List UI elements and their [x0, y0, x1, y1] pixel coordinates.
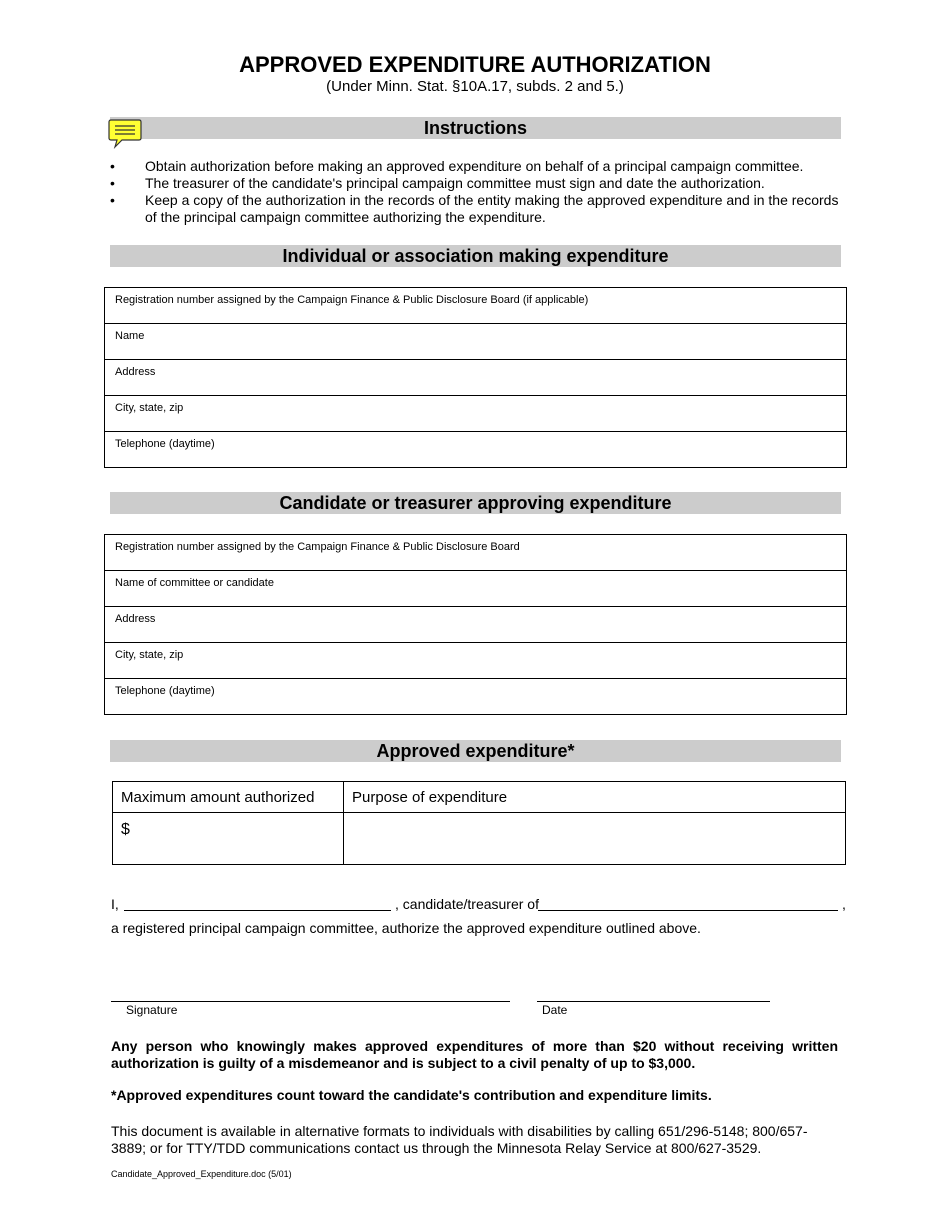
list-item: • The treasurer of the candidate's principal campaign committee must sign and date the authorization.	[110, 175, 765, 191]
candidate-city-field[interactable]: City, state, zip	[105, 643, 846, 679]
list-item: • Keep a copy of the authorization in the records of the entity making the approved expenditure and in the records of the principal campaign committee authorizing the expenditure.	[110, 192, 839, 225]
accessibility-notice: This document is available in alternative formats to individuals with disabilities by calling 651/296-5148; 800/657-3889; or for TTY/TDD communications contact us through the Minnesota Relay Service at 800/627-3529.	[111, 1123, 808, 1156]
signature-label: Signature	[126, 1003, 178, 1017]
date-line[interactable]	[537, 1001, 770, 1002]
candidate-address-field[interactable]: Address	[105, 607, 846, 643]
list-item: • Obtain authorization before making an approved expenditure on behalf of a principal campaign committee.	[110, 158, 804, 174]
candidate-telephone-field[interactable]: Telephone (daytime)	[115, 685, 215, 697]
individual-heading: Individual or association making expenditure	[110, 245, 841, 267]
attest-middle: , candidate/treasurer of	[395, 896, 539, 912]
document-filename: Candidate_Approved_Expenditure.doc (5/01)	[111, 1169, 292, 1179]
attest-statement: a registered principal campaign committee, authorize the approved expenditure outlined above.	[111, 920, 701, 936]
date-label: Date	[542, 1003, 568, 1017]
candidate-fields	[104, 534, 847, 715]
currency-symbol: $	[121, 821, 130, 838]
candidate-heading: Candidate or treasurer approving expenditure	[110, 492, 841, 514]
page-subtitle: (Under Minn. Stat. §10A.17, subds. 2 and 5.)	[326, 78, 624, 95]
individual-registration-field[interactable]: Registration number assigned by the Campaign Finance & Public Disclosure Board (if applicable)	[105, 288, 846, 324]
attest-prefix: I,	[111, 896, 119, 912]
instructions-heading: Instructions	[110, 117, 841, 139]
purpose-field[interactable]	[344, 813, 846, 865]
instructions-list	[110, 158, 845, 226]
comment-note-icon[interactable]	[108, 118, 142, 150]
candidate-name-field[interactable]: Name of committee or candidate	[105, 571, 846, 607]
individual-city-field[interactable]: City, state, zip	[105, 396, 846, 432]
limits-notice: *Approved expenditures count toward the candidate's contribution and expenditure limits.	[111, 1087, 712, 1103]
approved-heading: Approved expenditure*	[110, 740, 841, 762]
committee-blank-line[interactable]	[538, 910, 838, 911]
amount-field[interactable]	[113, 813, 344, 865]
attest-suffix: ,	[842, 896, 846, 912]
page-title: APPROVED EXPENDITURE AUTHORIZATION	[239, 52, 711, 77]
penalty-notice: Any person who knowingly makes approved expenditures of more than $20 without receiving written authorization is guilty of a misdemeanor and is subject to a civil penalty of up to $3,000.	[111, 1038, 838, 1071]
candidate-registration-field[interactable]: Registration number assigned by the Campaign Finance & Public Disclosure Board	[105, 535, 846, 571]
expenditure-table	[112, 781, 846, 865]
individual-name-field[interactable]: Name	[105, 324, 846, 360]
individual-address-field[interactable]: Address	[105, 360, 846, 396]
amount-column-header: Maximum amount authorized	[113, 782, 344, 813]
individual-telephone-field[interactable]: Telephone (daytime)	[115, 438, 215, 450]
purpose-column-header: Purpose of expenditure	[344, 782, 846, 813]
signature-line[interactable]	[111, 1001, 510, 1002]
individual-fields	[104, 287, 847, 468]
name-blank-line[interactable]	[124, 910, 391, 911]
